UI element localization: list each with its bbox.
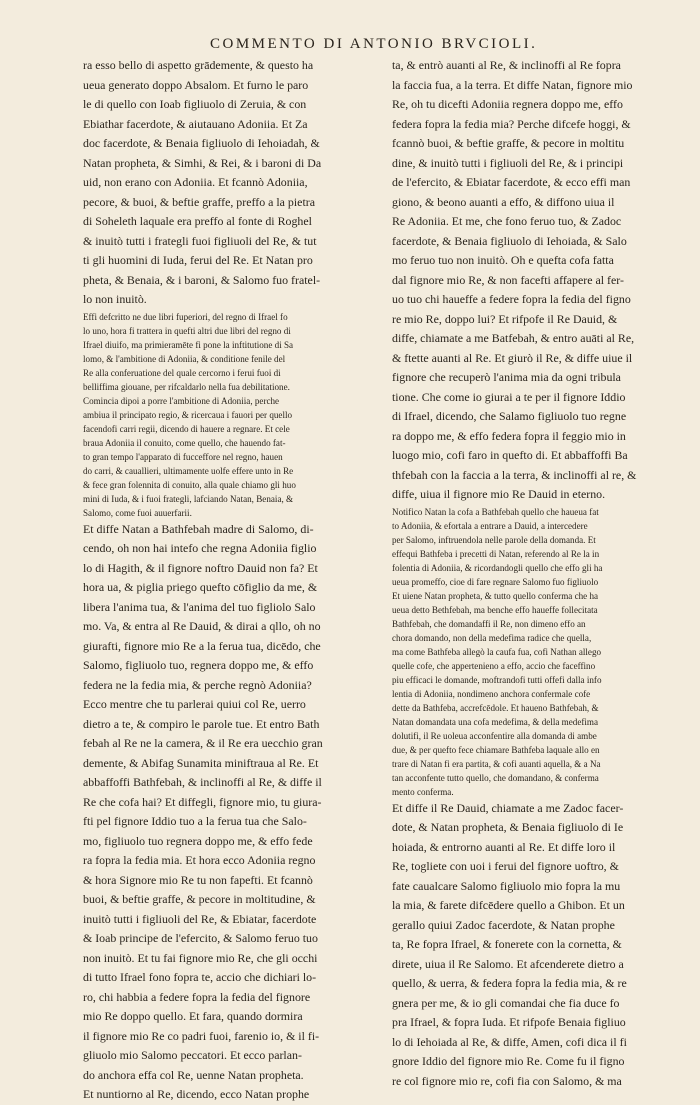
right-commentary-note [392, 505, 684, 799]
right-column [392, 56, 684, 1091]
text-line: di Soheleth laquale era preffo al fonte di Roghel [83, 214, 312, 228]
text-line: trare di Natan fi era partita, & cofi auanti aquella, & a Na [392, 758, 601, 769]
text-line: di Ifrael, dicendo, che Salamo figliuolo tuo regne [392, 409, 627, 423]
text-line: Re che cofa hai? Et diffegli, fignore mio, tu giura- [83, 794, 322, 809]
text-line: gerallo quiui Zadoc facerdote, & Natan prophe [392, 917, 615, 932]
text-line: & inuitò tutti i frategli fuoi figliuoli del Re, & tut [83, 233, 317, 248]
text-line: federa ne la fedia mia, & perche regnò Adoniia? [83, 677, 312, 692]
text-line: Salomo, figliuolo tuo, regnera doppo me, & effo [83, 658, 314, 672]
left-column [83, 56, 386, 1105]
text-line: lo di Iehoiada al Re, & diffe, Amen, cofi dica il fi [392, 1034, 627, 1049]
text-line: ma come Bathfeba allegò la caufa fua, cofi Nathan allego [392, 646, 602, 657]
text-line: quelle cofe, che appertenieno a effo, accio che faceffino [392, 660, 596, 671]
text-line: re mio Re, doppo lui? Et rifpofe il Re Dauid, & [392, 311, 618, 326]
left-commentary-note [83, 310, 386, 520]
text-line: giono, & beono auanti a effo, & diffono uiua il [392, 194, 615, 209]
text-line: facerdote, & Benaia figliuolo di Iehoiada, & Salo [392, 233, 627, 248]
text-line: ra esso bello di aspetto grādemente, & questo ha [83, 58, 314, 72]
text-line: ambiua il principato regio, & ricercaua i fauori per quello [83, 409, 293, 420]
text-line: gnera per me, & io gli comandai che fia duce fo [392, 995, 620, 1010]
text-line: belliffima giouane, per rifcaldarlo nella fua debilitatione. [83, 381, 290, 392]
text-line: & hora Signore mio Re tu non fapefti. Et fcannò [83, 872, 313, 887]
text-line: doc facerdote, & Benaia figliuolo di Iehoiadah, & [83, 136, 320, 150]
running-header: COMMENTO DI ANTONIO BRVCIOLI. [210, 36, 538, 52]
text-line: libera l'anima tua, & l'anima del tuo figliolo Salo [83, 599, 316, 614]
text-line: re col fignore mio re, cofi fia con Salomo, & ma [392, 1073, 622, 1088]
text-line: & fece gran folennita di conuito, alla quale chiamo gli huo [83, 479, 296, 490]
text-line: cendo, oh non hai intefo che regna Adoniia figlio [83, 541, 317, 555]
text-line: la faccia fua, a la terra. Et diffe Natan, fignore mio [392, 77, 633, 92]
text-line: tan acconfente tutto quello, che domandano, & conferma [392, 772, 599, 783]
text-line: lentia di Adoniia, nondimeno anchora confermale cofe [392, 688, 591, 699]
text-line: ueua promeffo, cioe di fare regnare Salomo fuo figliuolo [392, 576, 599, 587]
text-line: de l'efercito, & Ebiatar facerdote, & ecco effi man [392, 175, 631, 189]
text-line: quello, & uerra, & federa fopra la fedia mia, & re [392, 976, 627, 990]
text-line: buoi, & beftie graffe, & pecore in moltitudine, & [83, 892, 316, 906]
text-line: mo feruo tuo non inuitò. Oh e quefta cofa fatta [392, 253, 614, 267]
text-line: hoiada, & entrorno auanti al Re. Et diffe loro il [392, 839, 616, 854]
text-line: due, & per quefto fece chiamare Bathfeba laquale allo en [392, 744, 600, 755]
text-line: ra fopra la fedia mia. Et hora ecco Adoniia regno [83, 853, 316, 867]
right-paragraph-1 [392, 56, 684, 505]
text-line: Bathfebah, che domandaffi il Re, non dimeno effo an [392, 618, 586, 629]
text-line: fignore che recuperò l'anima mia da ogni tribula [392, 370, 621, 384]
text-line: piu efficaci le domande, moftrandofi tutti offefi dalla info [392, 674, 602, 685]
text-line: & ftette auanti al Re. Et giurò il Re, & diffe uiue il [392, 350, 633, 365]
text-line: & Ioab principe de l'efercito, & Salomo feruo tuo [83, 931, 318, 945]
text-line: uo tuo chi haueffe a federe fopra la fedia del figno [392, 292, 631, 306]
text-line: uid, non erano con Adoniia. Et fcannò Adoniia, [83, 175, 308, 189]
text-line: pecore, & buoi, & beftie graffe, preffo a la pietra [83, 194, 315, 209]
text-line: do anchora effa col Re, uenne Natan propheta. [83, 1067, 304, 1082]
text-line: demente, & Abifag Sunamita miniftraua al Re. Et [83, 755, 319, 770]
text-line: to gran tempo l'apparato di fucceffore nel regno, hauen [83, 451, 283, 462]
text-line: Comincia dipoi a porre l'ambitione di Adoniia, perche [83, 395, 280, 406]
text-line: gliuolo mio Salomo peccatori. Et ecco parlan- [83, 1048, 302, 1062]
text-line: ti gli huomini di Iuda, ferui del Re. Et Natan pro [83, 253, 313, 267]
text-line: Ebiathar facerdote, & aiutauano Adoniia. Et Za [83, 116, 308, 131]
text-line: thfebah con la faccia a la terra, & inclinoffi al re, & [392, 467, 637, 482]
right-paragraph-2 [392, 799, 684, 1092]
text-line: abbaffoffi Bathfebah, & inclinoffi al Re, & diffe il [83, 775, 322, 789]
text-line: ro, chi habbia a federe fopra la fedia del fignore [83, 989, 311, 1004]
text-line: lomo, & l'ambitione di Adoniia, & conditione fenile del [83, 353, 286, 364]
text-line: lo di Hagith, & il fignore noftro Dauid non fa? Et [83, 560, 318, 575]
text-line: Re, togliete con uoi i ferui del fignore uoftro, & [392, 859, 619, 873]
text-line: Et diffe il Re Dauid, chiamate a me Zadoc facer- [392, 800, 624, 815]
text-line: Salomo, come fuoi auuerfarii. [83, 507, 192, 518]
text-line: fcannò buoi, & beftie graffe, & pecore in moltitu [392, 136, 625, 150]
text-line: diffe, uiua il fignore mio Re Dauid in eterno. [392, 487, 606, 501]
text-line: direte, uiua il Re Salomo. Et afcenderete dietro a [392, 956, 624, 971]
text-line: folentia di Adoniia, & ricordandogli quello che effo gli ha [392, 562, 603, 573]
text-line: federa fopra la fedia mia? Perche difcefe hoggi, & [392, 116, 631, 131]
text-line: dolutifi, il Re uoleua acconfentire alla domanda di ambe [392, 730, 597, 741]
text-line: Effi defcritto ne due libri fuperiori, del regno di Ifrael fo [83, 311, 288, 322]
text-line: dine, & inuitò tutti i figliuoli del Re, & i principi [392, 155, 624, 170]
text-line: luogo mio, cofi faro in quefto di. Et abbaffoffi Ba [392, 448, 628, 462]
text-line: Natan propheta, & Simhi, & Rei, & i baroni di Da [83, 155, 322, 170]
text-line: il fignore mio Re co padri fuoi, farenio io, & il fi- [83, 1028, 320, 1043]
text-line: diffe, chiamate a me Batfebah, & entro auāti al Re, [392, 331, 635, 345]
text-line: pra Ifrael, & fopra Iuda. Et rifpofe Benaia figliuo [392, 1015, 626, 1029]
text-line: ta, Re fopra Ifrael, & fonerete con la cornetta, & [392, 937, 622, 951]
text-line: inuitò tutti i figliuoli del Re, & Ebiatar, facerdote [83, 911, 317, 926]
text-line: Re Adoniia. Et me, che fono feruo tuo, & Zadoc [392, 214, 622, 228]
text-line: le di quello con Ioab figliuolo di Zeruia, & con [83, 97, 307, 111]
text-line: Et diffe Natan a Bathfebah madre di Salomo, di- [83, 521, 314, 536]
text-line: fti pel fignore Iddio tuo a la ferua tua che Salo- [83, 814, 307, 828]
text-line: Re alla conferuatione del quale cercorno i ferui fuoi di [83, 367, 281, 378]
text-line: febah al Re ne la camera, & il Re era uecchio gran [83, 736, 323, 750]
text-line: ueua generato doppo Absalom. Et furno le paro [83, 77, 309, 92]
left-paragraph-2 [83, 520, 386, 1105]
text-line: Notifico Natan la cofa a Bathfebah quello che haueua fat [392, 506, 599, 517]
text-line: lo non inuitò. [83, 292, 147, 306]
text-line: facendofi carri regii, dicendo di hauere a regnare. Et cele [83, 423, 290, 434]
text-line: Et nuntiorno al Re, dicendo, ecco Natan prophe [83, 1087, 310, 1101]
text-line: effequi Bathfeba i precetti di Natan, referendo al Re la in [392, 548, 600, 559]
text-line: dal fignore mio Re, & non facefti affapere al fer- [392, 272, 624, 287]
text-line: lo uno, hora fi trattera in quefti altri due libri del regno di [83, 325, 291, 336]
left-paragraph-1 [83, 56, 386, 310]
text-line: la mia, & farete difcēdere quello a Ghibon. Et un [392, 898, 625, 912]
text-line: ueua detto Bethfebah, ma benche effo haueffe follecitata [392, 604, 598, 615]
text-line: braua Adoniia il conuito, come quello, che hauendo fat- [83, 437, 286, 448]
text-line: do carri, & cauallieri, ultimamente uolfe effere unto in Re [83, 465, 294, 476]
text-line: to Adoniia, & efortala a entrare a Dauid, a intercedere [392, 520, 588, 531]
text-line: dote, & Natan propheta, & Benaia figliuolo di Ie [392, 820, 624, 834]
text-line: Ecco mentre che tu parlerai quiui col Re, uerro [83, 697, 306, 711]
text-line: fate caualcare Salomo figliuolo mio fopra la mu [392, 878, 621, 893]
text-line: ra doppo me, & effo federa fopra il feggio mio in [392, 428, 626, 443]
text-line: dietro a te, & compiro le parole tue. Et entro Bath [83, 716, 320, 731]
text-line: Et uiene Natan propheta, & tutto quello conferma che ha [392, 590, 599, 601]
text-line: di tutto Ifrael fono fopra te, accio che dichiari lo- [83, 970, 317, 984]
text-line: mo. Va, & entra al Re Dauid, & dirai a qllo, oh no [83, 619, 321, 633]
text-line: giurafti, fignore mio Re a la ferua tua, dicēdo, che [83, 638, 321, 653]
text-line: chora domando, non della medefima radice che quella, [392, 632, 592, 643]
text-line: mento conferma. [392, 786, 454, 797]
text-line: mini di Iuda, & i fuoi frategli, lafciando Natan, Benaia, & [83, 493, 294, 504]
text-line: Ifrael diuifo, ma primieramēte fi pone la inftitutione di Sa [83, 339, 294, 350]
text-line: hora ua, & piglia priego quefto cōfiglio da me, & [83, 580, 318, 594]
text-line: dette da Bathfeba, accrefcēdole. Et haueno Bathfebah, & [392, 702, 599, 713]
text-line: per Salomo, inftruendola nelle parole della domanda. Et [392, 534, 596, 545]
text-line: non inuitò. Et tu fai fignore mio Re, che gli occhi [83, 950, 318, 965]
text-line: Natan domandata una cofa medefima, & della medefima [392, 716, 599, 727]
text-line: gnore Iddio del fignore mio Re. Come fu il figno [392, 1054, 625, 1068]
text-line: mio Re doppo quello. Et fara, quando dormira [83, 1009, 303, 1023]
text-line: tione. Che come io giurai a te per il fignore Iddio [392, 389, 626, 404]
text-line: mo, figliuolo tuo regnera doppo me, & effo fede [83, 833, 313, 848]
text-line: ta, & entrò auanti al Re, & inclinoffi al Re fopra [392, 58, 621, 72]
text-line: pheta, & Benaia, & i baroni, & Salomo fuo fratel- [83, 272, 321, 287]
text-line: Re, oh tu dicefti Adoniia regnera doppo me, effo [392, 97, 623, 111]
